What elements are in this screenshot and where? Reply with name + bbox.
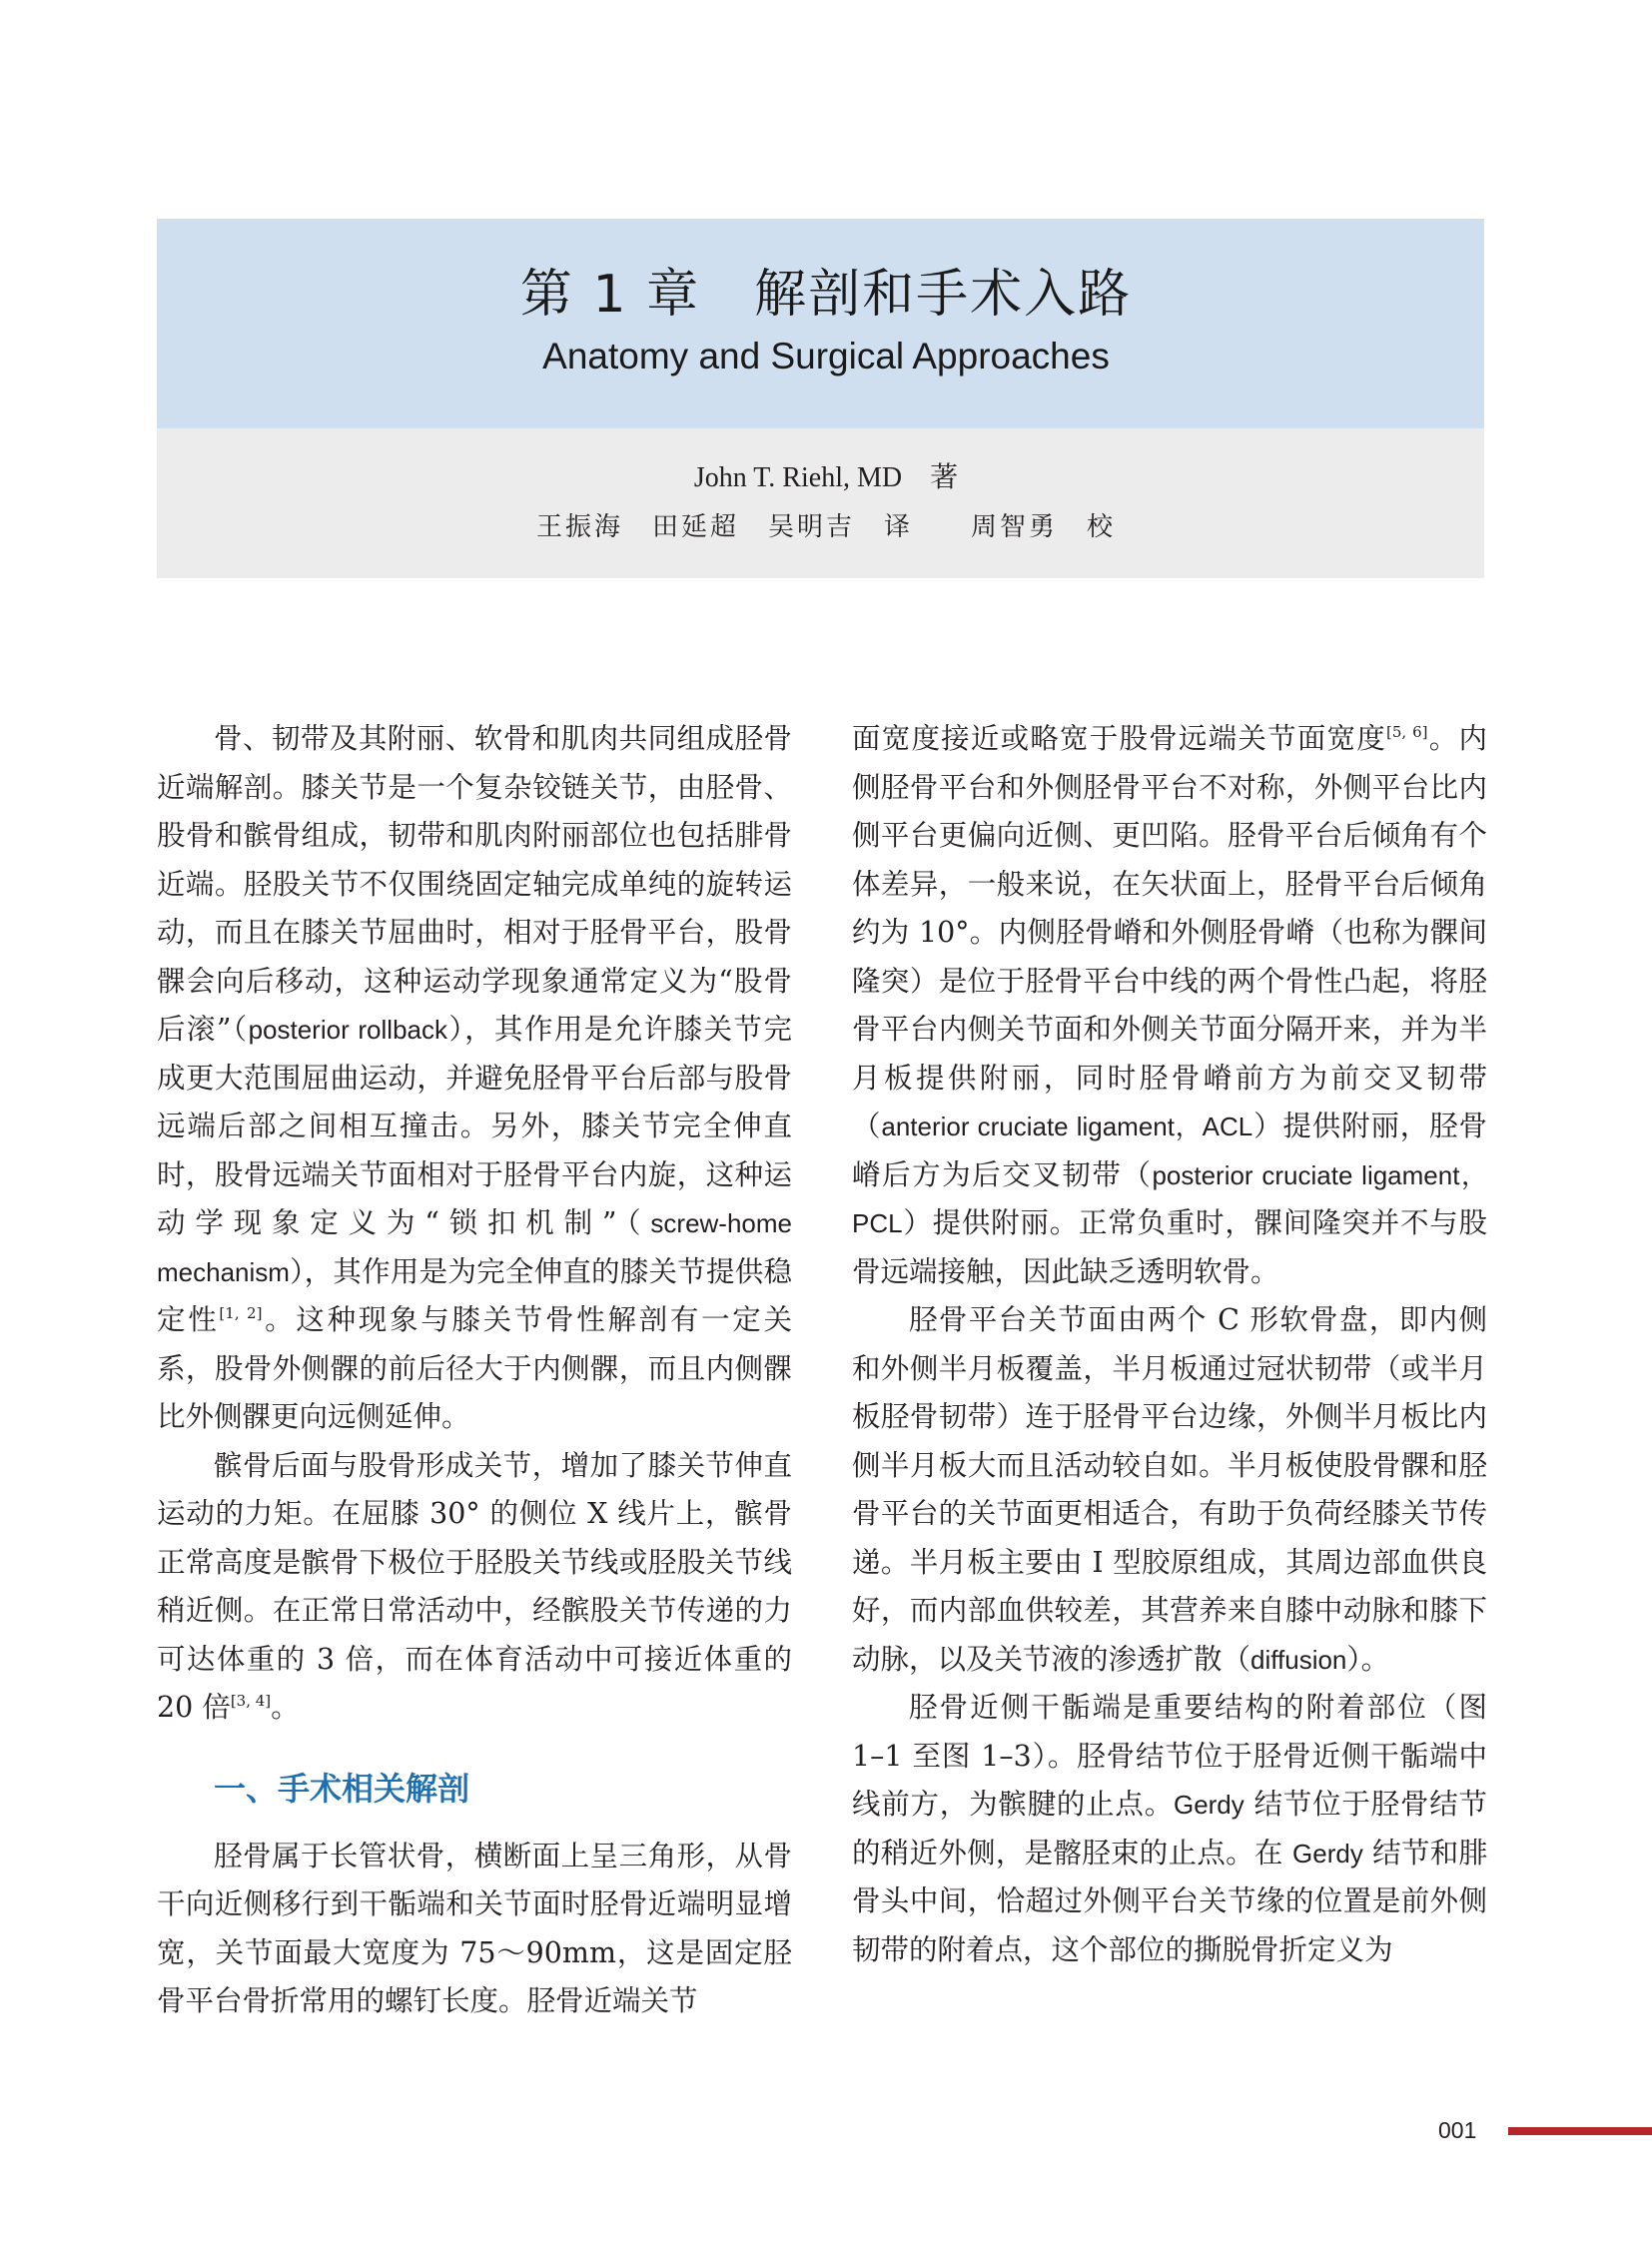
body-paragraph: 髌骨后面与股骨形成关节，增加了膝关节伸直运动的力矩。在屈膝 30° 的侧位 X 线片上，髌骨正常高度是髌骨下极位于胫股关节线或胫股关节线稍近侧。在正常日常活动中，经髌股关节传递的力可达体重的 3 倍，而在体育活动中可接近体重的 20 倍[3, 4]。 [157, 1448, 792, 1724]
body-paragraph: 胫骨属于长管状骨，横断面上呈三角形，从骨干向近侧移行到干骺端和关节面时胫骨近端明显增宽，关节面最大宽度为 75～90mm，这是固定胫骨平台骨折常用的螺钉长度。胫骨近端关节 [157, 1839, 792, 2017]
section-heading: 一、手术相关解剖 [214, 1769, 470, 1808]
page-number: 001 [1438, 2117, 1477, 2143]
chapter-title: 第 1 章 解剖和手术入路 [519, 265, 1133, 325]
citation: [1, 2] [219, 1304, 263, 1322]
body-paragraph: 面宽度接近或略宽于股骨远端关节面宽度[5, 6]。内侧胫骨平台和外侧胫骨平台不对称，外侧平台比内侧平台更偏向近侧、更凹陷。胫骨平台后倾角有个体差异，一般来说，在矢状面上，胫骨平台后倾角约为 10°。内侧胫骨嵴和外侧胫骨嵴（也称为髁间隆突）是位于胫骨平台中线的两个骨性凸起，将胫骨平台内侧关节面和外侧关节面分隔开来，并为半月板提供附丽，同时胫骨嵴前方为前交叉韧带（anterior cruciate ligament，ACL）提供附丽，胫骨嵴后方为后交叉韧带（posterior cruciate ligament，PCL）提供附丽。正常负重时，髁间隆突并不与股骨远端接触，因此缺乏透明软骨。 [852, 722, 1487, 1288]
body-paragraph: 骨、韧带及其附丽、软骨和肌肉共同组成胫骨近端解剖。膝关节是一个复杂铰链关节，由胫骨、股骨和髌骨组成，韧带和肌肉附丽部位也包括腓骨近端。胫股关节不仅围绕固定轴完成单纯的旋转运动，而且在膝关节屈曲时，相对于胫骨平台，股骨髁会向后移动，这种运动学现象通常定义为“股骨后滚”（posterior rollback），其作用是允许膝关节完成更大范围屈曲运动，并避免胫骨平台后部与股骨远端后部之间相互撞击。另外，膝关节完全伸直时，股骨远端关节面相对于胫骨平台内旋，这种运动学现象定义为“锁扣机制”（screw-home mechanism），其作用是为完全伸直的膝关节提供稳定性[1, 2]。这种现象与膝关节骨性解剖有一定关系，股骨外侧髁的前后径大于内侧髁，而且内侧髁比外侧髁更向远侧延伸。 [157, 722, 792, 1433]
page-accent-bar [1508, 2127, 1652, 2135]
author-line: John T. Riehl, MD 著 [693, 462, 959, 493]
left-column [157, 715, 792, 2026]
chapter-subtitle: Anatomy and Surgical Approaches [542, 336, 1110, 376]
credits-band [157, 428, 1484, 578]
right-column [852, 715, 1487, 1974]
body-paragraph: 胫骨平台关节面由两个 C 形软骨盘，即内侧和外侧半月板覆盖，半月板通过冠状韧带（或半月板胫骨韧带）连于胫骨平台边缘，外侧半月板比内侧半月板大而且活动较自如。半月板使股骨髁和胫骨平台的关节面更相适合，有助于负荷经膝关节传递。半月板主要由 I 型胶原组成，其周边部血供良好，而内部血供较差，其营养来自膝中动脉和膝下动脉，以及关节液的渗透扩散（diffusion）。 [852, 1303, 1487, 1676]
citation: [3, 4] [230, 1692, 272, 1710]
citation: [5, 6] [1385, 723, 1428, 741]
body-paragraph: 胫骨近侧干骺端是重要结构的附着部位（图 1–1 至图 1–3）。胫骨结节位于胫骨近侧干骺端中线前方，为髌腱的止点。Gerdy 结节位于胫骨结节的稍近外侧，是髂胫束的止点。在 Gerdy 结节和腓骨头中间，恰超过外侧平台关节缘的位置是前外侧韧带的附着点，这个部位的撕脱骨折定义为 [852, 1691, 1488, 1966]
translator-line: 王振海 田延超 吴明吉 译 周智勇 校 [535, 512, 1116, 542]
